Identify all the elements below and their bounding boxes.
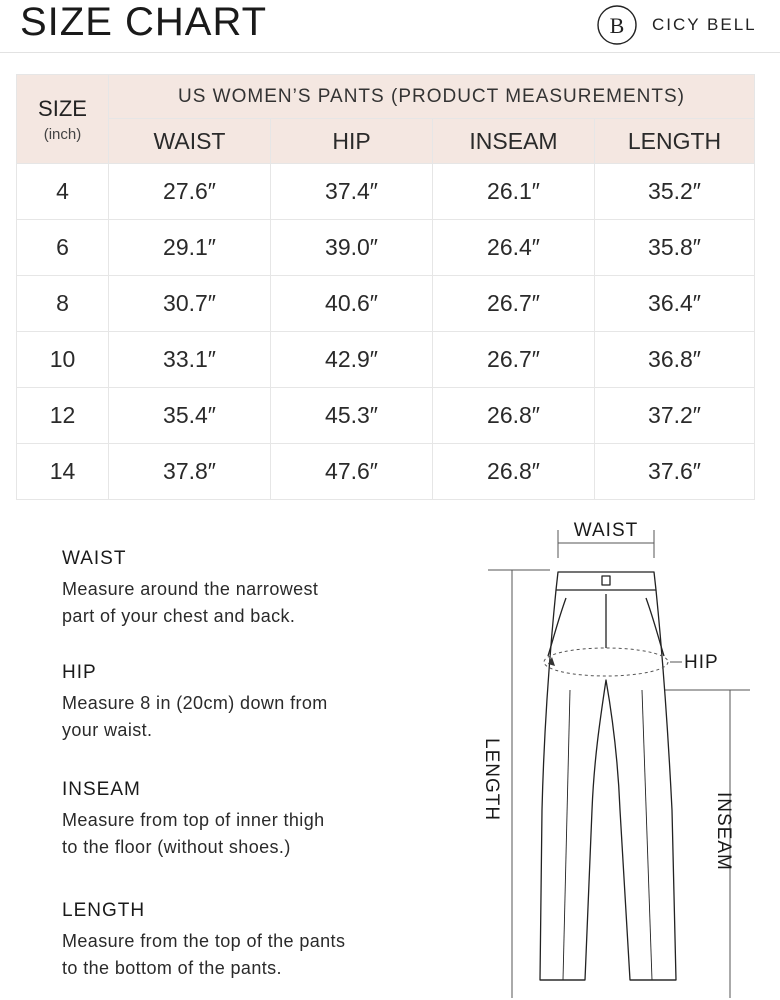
pants-outline bbox=[540, 572, 676, 980]
waist-cell: 33.1″ bbox=[109, 332, 271, 388]
hip-cell: 47.6″ bbox=[271, 444, 433, 500]
hip-cell: 42.9″ bbox=[271, 332, 433, 388]
table-row bbox=[17, 276, 755, 332]
column-header-inseam: INSEAM bbox=[433, 119, 595, 164]
length-cell: 37.2″ bbox=[595, 388, 755, 444]
guide-line: Measure around the narrowest bbox=[62, 579, 319, 599]
size-cell: 4 bbox=[17, 164, 109, 220]
hip-cell: 45.3″ bbox=[271, 388, 433, 444]
size-header-cell bbox=[17, 75, 109, 164]
guide-waist bbox=[62, 548, 442, 630]
guide-text bbox=[62, 690, 442, 744]
brand-emblem-icon bbox=[596, 4, 638, 46]
table-row bbox=[17, 164, 755, 220]
page-title: SIZE CHART bbox=[20, 0, 268, 44]
size-table bbox=[16, 74, 755, 500]
inseam-label: INSEAM bbox=[713, 792, 734, 871]
pants-illustration bbox=[440, 510, 770, 1000]
inseam-cell: 26.4″ bbox=[433, 220, 595, 276]
guide-line: Measure from the top of the pants bbox=[62, 931, 346, 951]
guide-text bbox=[62, 807, 442, 861]
inseam-cell: 26.8″ bbox=[433, 444, 595, 500]
hip-cell: 40.6″ bbox=[271, 276, 433, 332]
waist-cell: 30.7″ bbox=[109, 276, 271, 332]
guide-line: to the bottom of the pants. bbox=[62, 958, 282, 978]
size-cell: 10 bbox=[17, 332, 109, 388]
size-cell: 6 bbox=[17, 220, 109, 276]
brand-name: CICY BELL bbox=[652, 15, 757, 34]
size-header-label: SIZE bbox=[38, 95, 87, 121]
waist-cell: 35.4″ bbox=[109, 388, 271, 444]
size-cell: 14 bbox=[17, 444, 109, 500]
inseam-cell: 26.7″ bbox=[433, 332, 595, 388]
length-cell: 37.6″ bbox=[595, 444, 755, 500]
waist-cell: 29.1″ bbox=[109, 220, 271, 276]
inseam-cell: 26.7″ bbox=[433, 276, 595, 332]
guide-hip bbox=[62, 662, 442, 744]
column-header-hip: HIP bbox=[271, 119, 433, 164]
hip-label: HIP bbox=[684, 652, 719, 673]
column-header-waist: WAIST bbox=[109, 119, 271, 164]
column-header-length: LENGTH bbox=[595, 119, 755, 164]
guide-heading: LENGTH bbox=[62, 900, 146, 921]
table-row bbox=[17, 444, 755, 500]
size-cell: 12 bbox=[17, 388, 109, 444]
guide-text bbox=[62, 928, 442, 982]
waist-cell: 27.6″ bbox=[109, 164, 271, 220]
hip-cell: 37.4″ bbox=[271, 164, 433, 220]
inseam-cell: 26.1″ bbox=[433, 164, 595, 220]
guide-line: part of your chest and back. bbox=[62, 606, 296, 626]
guide-heading: INSEAM bbox=[62, 779, 141, 800]
guide-inseam bbox=[62, 779, 442, 861]
size-unit-label: (inch) bbox=[43, 125, 82, 143]
inseam-cell: 26.8″ bbox=[433, 388, 595, 444]
guide-length bbox=[62, 900, 442, 982]
length-cell: 36.8″ bbox=[595, 332, 755, 388]
table-row bbox=[17, 388, 755, 444]
guide-text bbox=[62, 576, 442, 630]
table-row bbox=[17, 332, 755, 388]
length-cell: 35.8″ bbox=[595, 220, 755, 276]
brand-initial: B bbox=[609, 13, 625, 38]
guide-heading: WAIST bbox=[62, 548, 127, 569]
table-row bbox=[17, 220, 755, 276]
guide-line: Measure from top of inner thigh bbox=[62, 810, 325, 830]
guide-line: your waist. bbox=[62, 720, 153, 740]
guide-line: to the floor (without shoes.) bbox=[62, 837, 291, 857]
group-caption: US WOMEN’S PANTS (PRODUCT MEASUREMENTS) bbox=[109, 75, 755, 119]
waist-label: WAIST bbox=[573, 520, 639, 541]
header-divider bbox=[0, 52, 780, 53]
length-cell: 36.4″ bbox=[595, 276, 755, 332]
length-label: LENGTH bbox=[481, 738, 502, 822]
length-cell: 35.2″ bbox=[595, 164, 755, 220]
size-cell: 8 bbox=[17, 276, 109, 332]
hip-cell: 39.0″ bbox=[271, 220, 433, 276]
brand-logo bbox=[596, 4, 757, 46]
guide-heading: HIP bbox=[62, 662, 97, 683]
waist-cell: 37.8″ bbox=[109, 444, 271, 500]
guide-line: Measure 8 in (20cm) down from bbox=[62, 693, 328, 713]
